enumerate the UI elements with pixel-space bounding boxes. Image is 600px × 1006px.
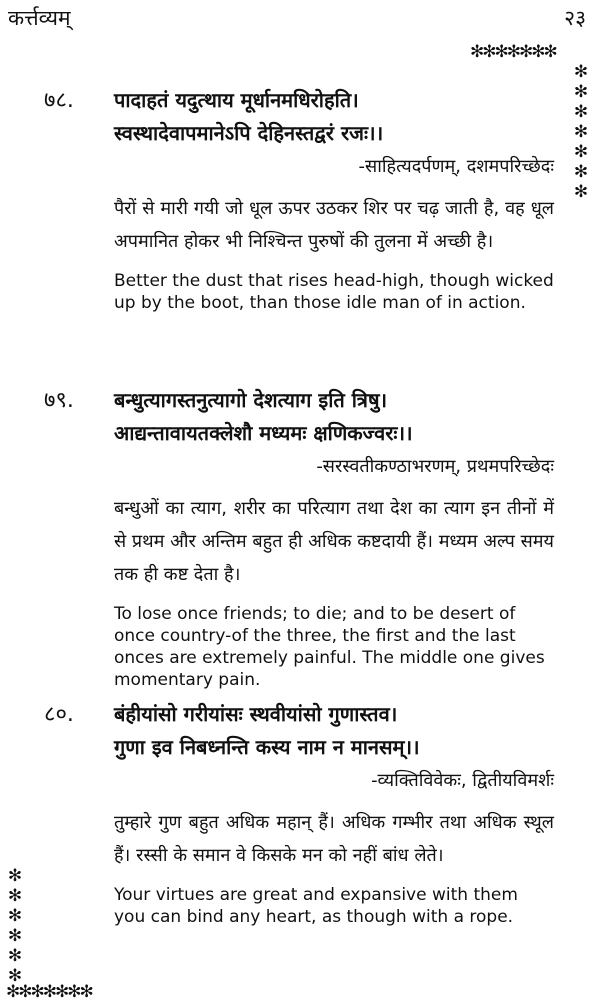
sanskrit-line: बन्धुत्यागस्तनुत्यागो देशत्याग इति त्रिषु।: [114, 388, 388, 412]
verse-78: [44, 84, 554, 314]
english-translation: Your virtues are great and expansive with them you can bind any heart, as though with a rope.: [114, 885, 518, 927]
english-translation: Better the dust that rises head-high, though wicked up by the boot, than those idle man of in action.: [114, 271, 554, 313]
verse-number: ७९.: [44, 388, 74, 413]
verse-number: ८०.: [44, 702, 74, 727]
hindi-translation: पैरों से मारी गयी जो धूल ऊपर उठकर शिर पर चढ़ जाती है, वह धूल अपमानित होकर भी निश्चिन्त पुरुषों की तुलना में अच्छी है।: [114, 198, 554, 252]
verse-number: ७८.: [44, 88, 74, 113]
running-header-title: कर्त्तव्यम्: [8, 6, 71, 30]
sanskrit-line: पादाहतं यदुत्थाय मूर्धानमधिरोहति।: [114, 88, 359, 112]
verse-79: [44, 384, 554, 691]
verse-source: -व्यक्तिविवेकः, द्वितीयविमर्शः: [371, 770, 554, 791]
ornament-border-top: ✻✻✻✻✻✻✻: [470, 42, 556, 62]
english-translation: To lose once friends; to die; and to be desert of once country-of the three, the first and the last onces are extremely painful. The middle one gives momentary pain.: [114, 604, 545, 690]
ornament-border-right: ✻ ✻ ✻ ✻ ✻ ✻ ✻: [573, 62, 589, 202]
verse-80: [44, 698, 554, 928]
ornament-border-bottom: ✻✻✻✻✻✻✻: [6, 982, 92, 1002]
sanskrit-line: गुणा इव निबध्नन्ति कस्य नाम न मानसम्।।: [114, 735, 420, 759]
sanskrit-line: स्वस्थादेवापमानेऽपि देहिनस्तद्वरं रजः।।: [114, 121, 384, 145]
hindi-translation: तुम्हारे गुण बहुत अधिक महान् हैं। अधिक गम्भीर तथा अधिक स्थूल हैं। रस्सी के समान वे किसके मन को नहीं बांध लेते।: [114, 812, 554, 866]
verse-source: -सरस्वतीकण्ठाभरणम्, प्रथमपरिच्छेदः: [316, 456, 554, 477]
ornament-border-left: ✻ ✻ ✻ ✻ ✻ ✻: [7, 866, 23, 986]
sanskrit-line: बंहीयांसो गरीयांसः स्थवीयांसो गुणास्तव।: [114, 702, 398, 726]
sanskrit-line: आद्यन्तावायतक्लेशौ मध्यमः क्षणिकज्वरः।।: [114, 421, 413, 445]
verse-source: -साहित्यदर्पणम्, दशमपरिच्छेदः: [358, 156, 554, 177]
hindi-translation: बन्धुओं का त्याग, शरीर का परित्याग तथा देश का त्याग इन तीनों में से प्रथम और अन्तिम बहुत ही अधिक कष्टदायी हैं। मध्यम अल्प समय तक ही कष्ट देता है।: [114, 498, 554, 585]
page-number: २३: [564, 6, 586, 30]
